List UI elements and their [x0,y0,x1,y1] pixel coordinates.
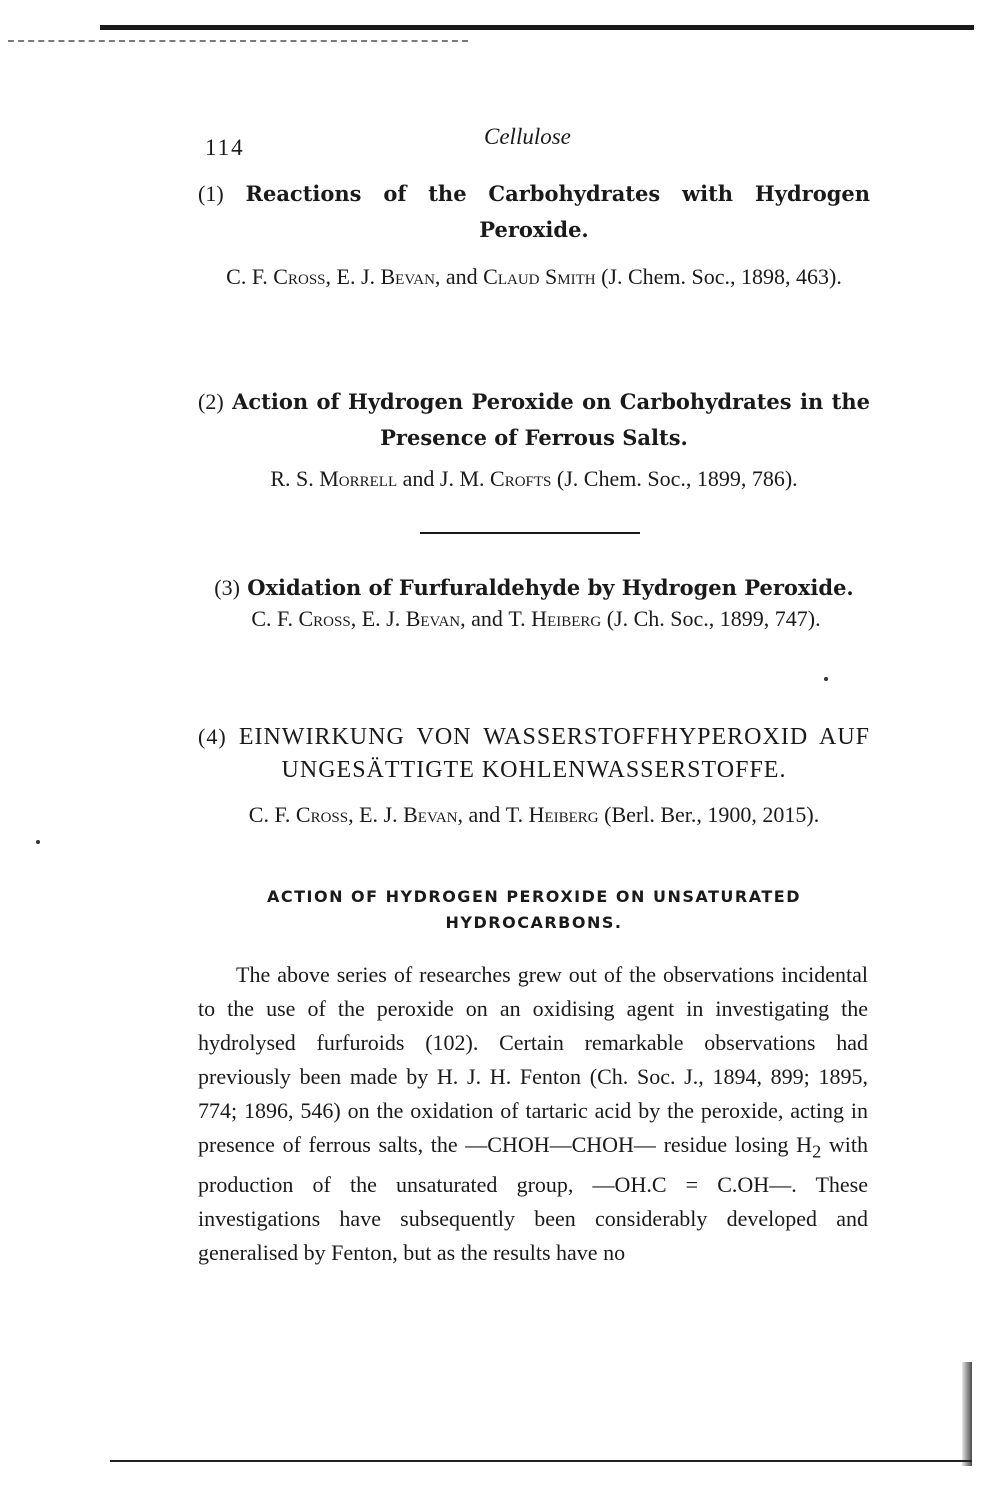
entry-2-title-text: Action of Hydrogen Peroxide on Carbohydrates in the Presence of Ferrous Salts. [232,389,870,450]
entry-3-reference: (J. Ch. Soc., 1899, 747). [601,606,821,631]
entry-1-title [198,176,870,248]
entry-4-reference: (Berl. Ber., 1900, 2015). [598,802,820,827]
entry-4-title-text: EINWIRKUNG VON WASSERSTOFFHYPEROXID AUF UNGESÄTTIGTE KOHLENWASSERSTOFFE. [238,724,870,783]
entry-2-number: (2) [198,389,224,414]
body-text-part-1: The above series of researches grew out of the observations incidental to the use of the peroxide on an oxidising agent in investigating the hydrolysed furfuroids (102). Certain remarkable observations had previously been made by H. J. H. Fenton (Ch. Soc. J., 1894, 899; 1895, 774; 1896, 546) on the oxidation of tartaric acid by the peroxide, acting in presence of ferrous salts, the —CHOH—CHOH— residue losing H [198,962,868,1157]
top-scan-artifact [8,40,468,42]
entry-4-author-3: T. Heiberg [505,802,599,827]
page-edge-shadow [962,1362,972,1466]
entry-1-author-3: Claud Smith [483,264,596,289]
entry-2-citation: R. S. Morrell and J. M. Crofts (J. Chem. Soc., 1899, 786). [270,466,798,491]
entry-2-reference: (J. Chem. Soc., 1899, 786). [551,466,798,491]
section-divider [420,532,640,534]
body-text-part-2: with production of the unsaturated group, —OH.C = C.OH—. These investigations have subsequently been considerably developed and generalised by Fenton, but as the results have no [198,1132,868,1266]
entry-4-author-2: E. J. Bevan [359,802,458,827]
entry-4-number: (4) [198,724,227,749]
entry-2-author-2: J. M. Crofts [439,466,552,491]
running-head: Cellulose [484,124,571,149]
body-paragraph [198,958,868,1270]
entry-4-title [198,720,870,787]
entry-3-author-3: T. Heiberg [508,606,602,631]
entry-1-citation: C. F. Cross, E. J. Bevan, and Claud Smith (J. Chem. Soc., 1898, 463). [226,264,842,289]
entry-1-number: (1) [198,181,224,206]
entry-3-author-1: C. F. Cross [251,606,351,631]
bottom-border-rule [110,1460,972,1462]
entry-3-title-text: Oxidation of Furfuraldehyde by Hydrogen Peroxide. [247,575,854,600]
entry-1-reference: (J. Chem. Soc., 1898, 463). [595,264,842,289]
body-subscript: 2 [812,1141,822,1162]
entry-4-author-1: C. F. Cross [248,802,349,827]
entry-3-citation: C. F. Cross, E. J. Bevan, and T. Heiberg (J. Ch. Soc., 1899, 747). [251,606,821,631]
entry-1-author-2: E. J. Bevan [336,264,435,289]
entry-2-title [198,384,870,456]
scan-speck [36,840,40,844]
entry-1-author-1: C. F. Cross [226,264,326,289]
entry-4-citation: C. F. Cross, E. J. Bevan, and T. Heiberg (Berl. Ber., 1900, 2015). [248,802,820,827]
top-border-rule [100,25,974,30]
entry-3-title [198,570,870,606]
entry-3-number: (3) [214,575,240,600]
scan-speck [824,677,828,681]
entry-3-author-2: E. J. Bevan [361,606,461,631]
section-heading: ACTION OF HYDROGEN PEROXIDE ON UNSATURATED HYDROCARBONS. [266,887,802,932]
entry-2-author-1: R. S. Morrell [270,466,398,491]
entry-1-title-text: Reactions of the Carbohydrates with Hydrogen Peroxide. [245,181,871,242]
page-number: 114 [205,135,245,160]
